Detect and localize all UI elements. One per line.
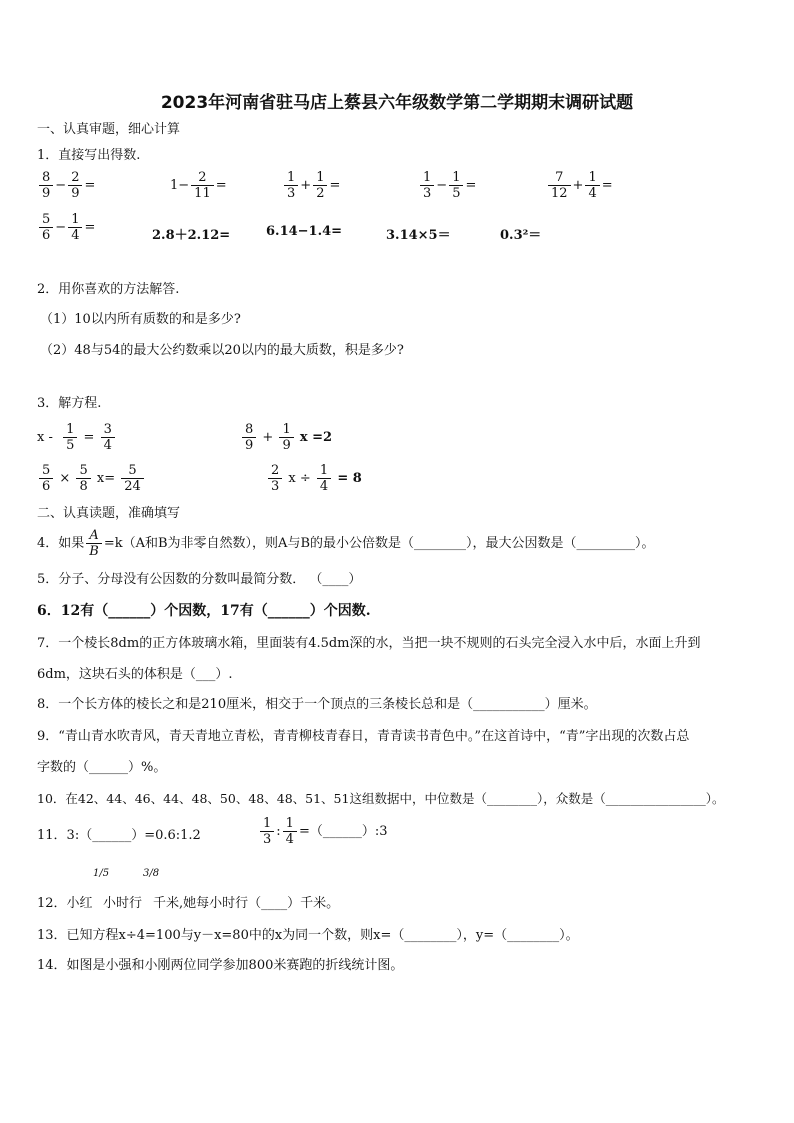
denominator: 4 bbox=[71, 228, 80, 243]
ratio-colon: : bbox=[276, 824, 281, 839]
fraction bbox=[317, 463, 331, 494]
fraction bbox=[279, 422, 293, 453]
calc-item-9: 3.14×5＝ bbox=[386, 228, 451, 243]
numerator: 5 bbox=[121, 463, 144, 479]
calc-item-4 bbox=[418, 170, 476, 201]
numerator: 1 bbox=[260, 816, 274, 832]
denominator: 9 bbox=[245, 438, 254, 453]
numerator: 1 bbox=[283, 816, 297, 832]
fraction bbox=[420, 170, 434, 201]
fraction bbox=[283, 816, 297, 847]
fraction bbox=[68, 170, 82, 201]
calc-item-8: 6.14−1.4= bbox=[266, 224, 343, 239]
numerator: 1 bbox=[68, 212, 82, 228]
question-3-label: 3．解方程. bbox=[37, 396, 102, 411]
denominator: 9 bbox=[71, 186, 80, 201]
question-9-line-2: 字数的（______）%。 bbox=[37, 760, 167, 775]
prefix: 1− bbox=[170, 178, 190, 193]
fraction bbox=[39, 170, 53, 201]
numerator: 8 bbox=[242, 422, 256, 438]
operator: = bbox=[83, 430, 95, 445]
fraction bbox=[268, 463, 282, 494]
equation-1 bbox=[37, 422, 117, 453]
numerator: A bbox=[86, 528, 102, 544]
operator: + bbox=[300, 178, 312, 193]
denominator: 12 bbox=[551, 186, 568, 201]
numerator: 1 bbox=[313, 170, 327, 186]
question-9-line-1: 9．“青山青水吹青风，青天青地立青松，青青柳枝青春日，青青读书青色中。”在这首诗中，“青”字出现的次数占总 bbox=[37, 729, 690, 744]
ratio-right-text: =（______）:3 bbox=[298, 824, 388, 839]
fraction bbox=[585, 170, 599, 201]
operator: + bbox=[262, 430, 274, 445]
calc-item-3 bbox=[282, 170, 340, 201]
calc-item-10: 0.3²＝ bbox=[500, 228, 542, 243]
denominator: B bbox=[89, 544, 99, 559]
numerator: 5 bbox=[76, 463, 90, 479]
numerator: 1 bbox=[420, 170, 434, 186]
numerator: 1 bbox=[284, 170, 298, 186]
operator: x= bbox=[96, 471, 116, 486]
fraction-one-fifth: 1/5 bbox=[93, 868, 110, 879]
numerator: 2 bbox=[268, 463, 282, 479]
question-2-label: 2．用你喜欢的方法解答. bbox=[37, 282, 180, 297]
numerator: 1 bbox=[63, 422, 77, 438]
question-4 bbox=[37, 528, 655, 559]
denominator: 8 bbox=[79, 479, 88, 494]
equals: = bbox=[84, 178, 96, 193]
denominator: 2 bbox=[316, 186, 325, 201]
denominator: 3 bbox=[423, 186, 432, 201]
calc-item-6 bbox=[37, 212, 95, 243]
denominator: 24 bbox=[124, 479, 141, 494]
denominator: 4 bbox=[103, 438, 112, 453]
question-7-line-2: 6dm，这块石头的体积是（___）. bbox=[37, 667, 233, 682]
denominator: 9 bbox=[282, 438, 291, 453]
question-4-text: =k（A和B为非零自然数），则A与B的最小公倍数是（________），最大公因数是（_________）。 bbox=[103, 536, 655, 551]
prefix: x - bbox=[37, 430, 53, 445]
operator: − bbox=[55, 178, 67, 193]
equation-2 bbox=[240, 422, 332, 453]
denominator: 4 bbox=[588, 186, 597, 201]
question-12-prefix: 12．小红 bbox=[37, 896, 93, 911]
numerator: 2 bbox=[68, 170, 82, 186]
denominator: 11 bbox=[194, 186, 211, 201]
numerator: 7 bbox=[548, 170, 571, 186]
fraction bbox=[63, 422, 77, 453]
fraction bbox=[548, 170, 571, 201]
calc-item-1 bbox=[37, 170, 95, 201]
calc-item-5 bbox=[546, 170, 613, 201]
question-7-line-1: 7．一个棱长8dm的正方体玻璃水箱，里面装有4.5dm深的水，当把一块不规则的石头完全浸入水中后，水面上升到 bbox=[37, 636, 701, 651]
question-4-prefix: 4．如果 bbox=[37, 536, 85, 551]
fraction bbox=[39, 463, 53, 494]
equals: = bbox=[601, 178, 613, 193]
question-1-label: 1．直接写出得数. bbox=[37, 148, 141, 163]
fraction-three-eighths: 3/8 bbox=[143, 868, 160, 879]
denominator: 9 bbox=[42, 186, 51, 201]
fraction bbox=[260, 816, 274, 847]
calc-item-2 bbox=[170, 170, 227, 201]
denominator: 3 bbox=[271, 479, 280, 494]
numerator: 1 bbox=[585, 170, 599, 186]
denominator: 6 bbox=[42, 479, 51, 494]
fraction bbox=[313, 170, 327, 201]
operator: + bbox=[572, 178, 584, 193]
numerator: 1 bbox=[279, 422, 293, 438]
numerator: 1 bbox=[449, 170, 463, 186]
equation-3 bbox=[37, 463, 146, 494]
denominator: 3 bbox=[287, 186, 296, 201]
numerator: 5 bbox=[39, 212, 53, 228]
question-12-middle: 小时行 bbox=[103, 896, 143, 911]
suffix: = 8 bbox=[337, 471, 362, 486]
question-14: 14．如图是小强和小刚两位同学参加800米赛跑的折线统计图。 bbox=[37, 958, 404, 973]
question-10: 10．在42、44、46、44、48、50、48、48、51、51这组数据中，中位数是（________），众数是（________________）。 bbox=[37, 791, 725, 806]
fraction bbox=[121, 463, 144, 494]
question-2-part-2: （2）48与54的最大公约数乘以20以内的最大质数，积是多少? bbox=[40, 343, 404, 358]
fraction bbox=[191, 170, 214, 201]
numerator: 3 bbox=[101, 422, 115, 438]
fraction bbox=[39, 212, 53, 243]
equals: = bbox=[215, 178, 227, 193]
fraction bbox=[86, 528, 102, 559]
question-12 bbox=[37, 866, 557, 911]
denominator: 4 bbox=[319, 479, 329, 494]
equation-4 bbox=[266, 463, 362, 494]
question-12-suffix: 千米,她每小时行（____）千米。 bbox=[153, 896, 340, 911]
denominator: 5 bbox=[66, 438, 75, 453]
equals: = bbox=[84, 220, 96, 235]
fraction bbox=[76, 463, 90, 494]
denominator: 4 bbox=[285, 832, 294, 847]
operator: − bbox=[55, 220, 67, 235]
question-8: 8．一个长方体的棱长之和是210厘米，相交于一个顶点的三条棱长总和是（___________）厘米。 bbox=[37, 697, 597, 712]
fraction bbox=[284, 170, 298, 201]
operator: × bbox=[59, 471, 71, 486]
equals: = bbox=[329, 178, 341, 193]
suffix: x =2 bbox=[299, 430, 333, 445]
operator: − bbox=[436, 178, 448, 193]
question-5: 5．分子、分母没有公因数的分数叫最简分数． （____） bbox=[37, 572, 362, 587]
fraction bbox=[449, 170, 463, 201]
equals: = bbox=[465, 178, 477, 193]
numerator: 5 bbox=[39, 463, 53, 479]
numerator: 1 bbox=[317, 463, 331, 479]
page-title: 2023年河南省驻马店上蔡县六年级数学第二学期期末调研试题 bbox=[160, 93, 634, 113]
question-2-part-1: （1）10以内所有质数的和是多少? bbox=[40, 312, 241, 327]
question-13: 13．已知方程x÷4=100与y－x=80中的x为同一个数，则x=（________），y=（________）。 bbox=[37, 928, 579, 943]
fraction bbox=[68, 212, 82, 243]
section-heading-2: 二、认真读题，准确填写 bbox=[37, 506, 181, 521]
numerator: 8 bbox=[39, 170, 53, 186]
operator: x ÷ bbox=[288, 471, 311, 486]
denominator: 5 bbox=[452, 186, 461, 201]
calc-item-7: 2.8＋2.12= bbox=[152, 228, 231, 243]
question-11-left: 11．3:（______）=0.6:1.2 bbox=[37, 828, 201, 843]
question-11-right bbox=[258, 816, 388, 847]
denominator: 3 bbox=[263, 832, 272, 847]
numerator: 2 bbox=[191, 170, 214, 186]
fraction bbox=[101, 422, 115, 453]
section-heading-1: 一、认真审题，细心计算 bbox=[37, 122, 181, 137]
denominator: 6 bbox=[42, 228, 51, 243]
question-6: 6．12有（______）个因数，17有（______）个因数. bbox=[37, 603, 371, 619]
fraction bbox=[242, 422, 256, 453]
